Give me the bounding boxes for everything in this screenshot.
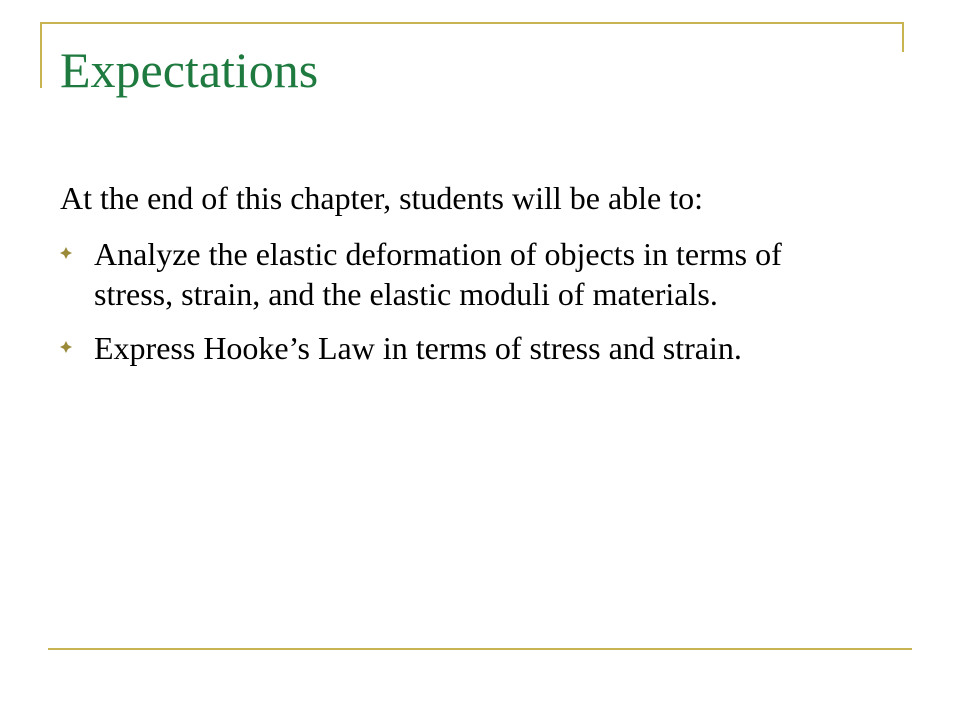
bullet-item — [60, 328, 860, 368]
slide-title: Expectations — [60, 42, 319, 98]
bullet-list — [60, 234, 860, 368]
frame-left-line — [40, 22, 42, 88]
frame-top-line — [40, 22, 904, 24]
intro-text: At the end of this chapter, students will be able to: — [60, 180, 704, 216]
frame-right-line — [902, 22, 904, 52]
bullet-text: Express Hooke’s Law in terms of stress and strain. — [94, 330, 742, 366]
slide-content — [60, 178, 860, 382]
bullet-text: Analyze the elastic deformation of objects in terms of stress, strain, and the elastic moduli of materials. — [94, 236, 782, 312]
diamond-bullet-icon — [60, 341, 72, 353]
frame-bottom-line — [48, 648, 912, 650]
bullet-item — [60, 234, 860, 314]
diamond-bullet-icon — [60, 247, 72, 259]
